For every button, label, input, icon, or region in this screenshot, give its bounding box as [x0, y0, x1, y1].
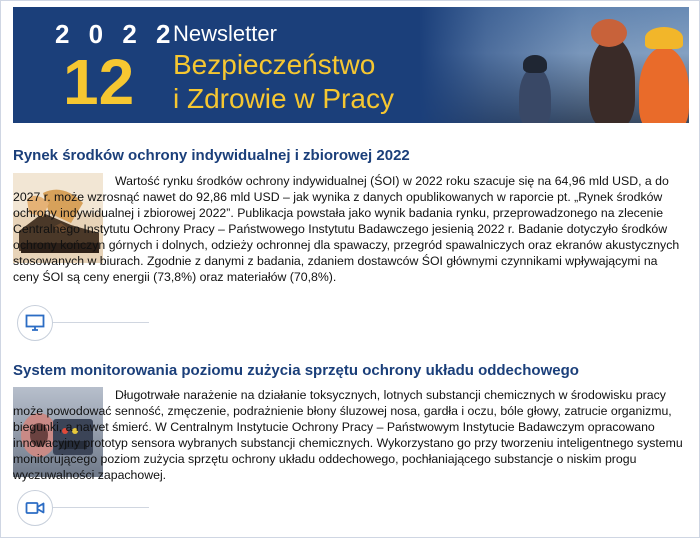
- article-body-text: Długotrwałe narażenie na działanie toksycznych, lotnych substancji chemicznych w środowisku pracy może powodować senność, zmęczenie, podrażnienie błony śluzowej nosa, gardła i oczu, bóle głowy, zatrucie organizmu, biegunki, a nawet śmierć. W Centralnym Instytucie Ochrony Pracy – Państwowym Instytucie Badawczym opracowano innowacyjny prototyp sensora wybranych substancji chemicznych. Wykorzystano go przy tworzeniu inteligentnego systemu monitorującego poziom zużycia sprzętu ochrony układu oddechowego, pochłaniającego substancje o niskim progu wyczuwalności zapachowej.: [13, 388, 683, 482]
- hard-hat: [645, 27, 683, 49]
- article-body: [13, 173, 683, 285]
- banner-photo-workers: [419, 7, 689, 123]
- worker-head: [523, 55, 547, 73]
- media-button[interactable]: [17, 305, 53, 341]
- video-camera-icon: [25, 498, 45, 518]
- article-title-link[interactable]: Rynek środków ochrony indywidualnej i zbiorowej 2022: [13, 147, 410, 164]
- article-body: [13, 387, 683, 483]
- article-body-text: Wartość rynku środków ochrony indywidualnej (ŚOI) w 2022 roku szacuje się na 64,96 mld USD, a do 2027 r. może wzrosnąć nawet do 92,86 mld USD – jak wynika z danych opublikowanych w raporcie pt. „Rynek środków ochrony indywidualnej i zbiorowej 2022”. Publikacja powstała jako wynik badania rynku, przeprowadzonego na zlecenie Centralnego Instytutu Ochrony Pracy – Państwowego Instytutu Badawczego jesienią 2022 r. Badanie dotyczyło środków ochrony kończyn górnych i dolnych, odzieży ochronnej dla spawaczy, przegród spawalniczych oraz ekranów akustycznych stosowanych w biurach. Zgodnie z danymi z badania, zdaniem dostawców ŚOI głównymi czynnikami wpływającymi na ceny ŚOI są ceny energii (73,8%) oraz materiałów (70,8%).: [13, 174, 680, 284]
- article-section: [13, 147, 689, 284]
- newsletter-banner: [13, 7, 689, 123]
- banner-newsletter-label: Newsletter: [173, 21, 277, 46]
- worker-figure: [639, 47, 689, 123]
- banner-year: 2 0 2 2: [55, 19, 177, 49]
- article-title-link[interactable]: System monitorowania poziomu zużycia sprzętu ochrony układu oddechowego: [13, 362, 579, 379]
- banner-title-line1: Bezpieczeństwo: [173, 49, 376, 80]
- monitor-icon: [25, 313, 45, 333]
- worker-figure: [589, 37, 635, 123]
- media-button[interactable]: [17, 490, 53, 526]
- banner-issue-number: 12: [63, 46, 135, 118]
- banner-title-line2: i Zdrowie w Pracy: [173, 83, 394, 114]
- article-section: [13, 362, 689, 482]
- worker-figure: [519, 67, 551, 123]
- worker-head: [591, 19, 627, 47]
